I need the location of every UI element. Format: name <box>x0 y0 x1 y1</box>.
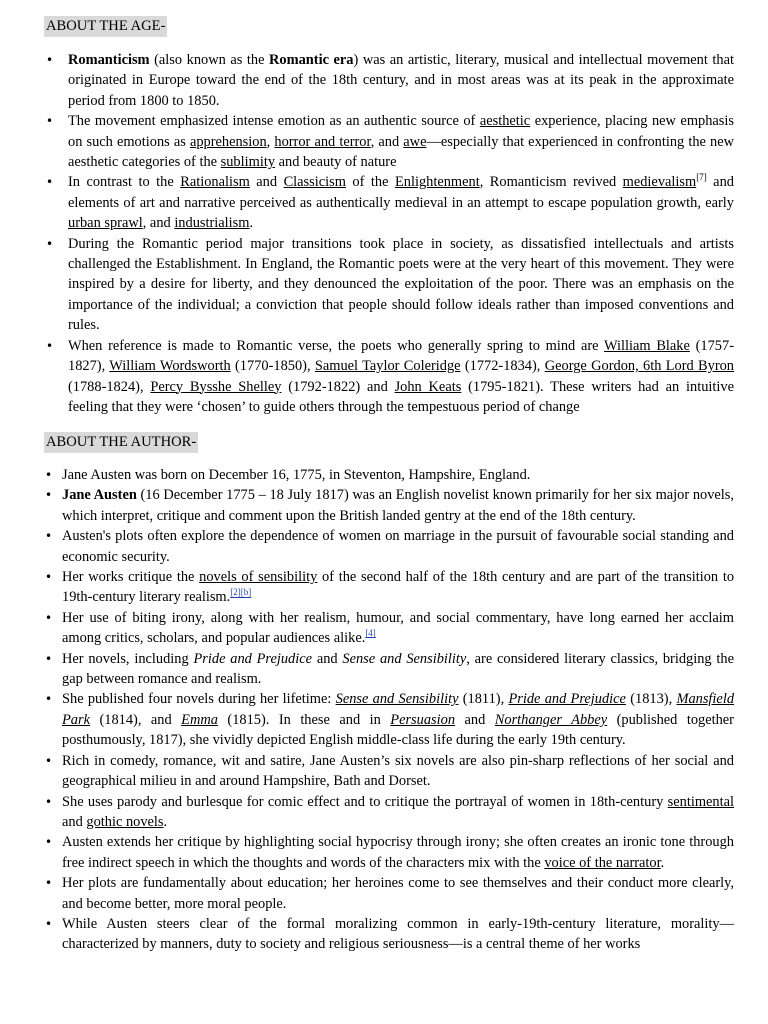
underlined-term: Samuel Taylor Coleridge <box>314 358 461 375</box>
text-run: Austen extends her critique by highlighting social hypocrisy through irony; she often creates an ironic tone through free indirect speech in which the thoughts and words of the characters mix with the <box>62 834 734 871</box>
text-run: and <box>455 711 495 728</box>
underlined-term: John Keats <box>394 378 462 395</box>
text-run: , Romanticism revived <box>479 174 623 191</box>
text-run: She uses parody and burlesque for comic effect and to critique the portrayal of women in 18th-century <box>62 793 668 810</box>
text-run: and beauty of nature <box>275 154 397 171</box>
text-run: In contrast to the <box>68 174 181 191</box>
text-run: . <box>249 215 254 232</box>
footnote-marker: [7] <box>696 172 707 183</box>
author-bullet-item <box>62 873 734 914</box>
underlined-term: awe <box>403 133 427 150</box>
section-heading-age: ABOUT THE AGE- <box>44 16 167 37</box>
text-run: (1770-1850), <box>230 358 315 375</box>
text-run: (1772-1834), <box>460 358 545 375</box>
underlined-term: aesthetic <box>479 113 531 130</box>
text-run: (1811), <box>458 691 509 708</box>
underlined-term: medievalism <box>622 174 697 191</box>
underlined-term: novels of sensibility <box>199 569 318 586</box>
underlined-term: Pride and Prejudice <box>508 691 626 708</box>
text-run: (1795-1821). These writers had an intuitive feeling that they were ‘chosen’ to guide others through the tempestuous period of change <box>68 378 735 415</box>
text-run: ) was an artistic, literary, musical and intellectual movement that originated in Europe toward the end of the 18th century, and in most areas was at its peak in the approximate period from 1800 to 1850. <box>68 52 734 109</box>
text-run: and elements of art and narrative perceived as authentically medieval in an attempt to escape population growth, early <box>68 174 734 211</box>
author-bullet-item <box>62 751 734 792</box>
text-run: During the Romantic period major transitions took place in society, as dissatisfied intellectuals and artists challenged the Establishment. In England, the Romantic poets were at the very heart of this movement. They were inspired by a desire for liberty, and they denounced the exploitation of the poor. There was an emphasis on the importance of the individual; a conviction that people should follow ideals rather than imposed conventions and rules. <box>68 235 734 334</box>
underlined-term: William Wordsworth <box>109 358 231 375</box>
text-run: Her novels, including <box>62 650 194 667</box>
age-bullet-item <box>68 50 734 111</box>
author-bullet-item <box>62 914 734 955</box>
text-run: (1788-1824), <box>68 378 151 395</box>
age-bullet-item <box>68 234 734 336</box>
text-run: When reference is made to Romantic verse, the poets who generally spring to mind are <box>68 337 605 354</box>
text-run: (also known as the <box>149 52 270 68</box>
text-run: , are considered literary classics, bridging the gap between romance and realism. <box>62 650 734 688</box>
text-run: (16 December 1775 – 18 July 1817) was an English novelist known primarily for her six major novels, which interpret, critique and comment upon the British landed gentry at the end of the 18th century. <box>62 487 735 524</box>
author-bullet-item <box>62 608 734 649</box>
author-bullet-item <box>62 465 734 485</box>
text-run: . <box>660 854 665 871</box>
section-heading-author: ABOUT THE AUTHOR- <box>44 432 198 453</box>
underlined-term: Northanger Abbey <box>494 711 608 728</box>
underlined-term: Percy Bysshe Shelley <box>150 378 282 395</box>
underlined-term: apprehension <box>189 133 267 150</box>
text-run: of the second half of the 18th century and are part of the transition to 19th-century literary realism. <box>62 569 735 606</box>
underlined-term: Enlightenment <box>394 174 480 191</box>
author-bullet-list <box>62 465 734 955</box>
underlined-term: Emma <box>181 711 218 728</box>
author-bullet-item <box>62 649 734 690</box>
underlined-term: Sense and Sensibility <box>335 691 459 708</box>
text-run: While Austen steers clear of the formal moralizing common in early-19th-century literature, morality—characterized by manners, duty to society and religious seriousness—is a central theme of her works <box>62 915 734 953</box>
text-run: , and <box>142 215 175 232</box>
underlined-term: gothic novels <box>86 813 164 830</box>
text-run: (1815). In these and in <box>217 711 391 728</box>
text-run: and <box>312 650 343 667</box>
text-run: Jane Austen <box>62 487 137 504</box>
text-run: (1792-1822) and <box>281 378 395 395</box>
underlined-term: Persuasion <box>390 711 456 728</box>
text-run: (1757-1827), <box>68 337 734 375</box>
text-run: Her works critique the <box>62 569 200 586</box>
text-run: (1813), <box>625 691 677 708</box>
text-run: (published together posthumously, 1817), she vividly depicted English middle-class life during the early 19th century. <box>62 711 734 749</box>
text-run: The movement emphasized intense emotion as an authentic source of <box>68 113 480 130</box>
underlined-term: horror and terror <box>274 133 371 150</box>
underlined-term: Classicism <box>283 174 346 191</box>
text-run: of the <box>345 174 395 191</box>
underlined-term: sublimity <box>220 154 276 171</box>
text-run: and <box>62 813 87 830</box>
age-bullet-list <box>68 50 734 417</box>
underlined-term: Rationalism <box>180 174 250 191</box>
author-bullet-item <box>62 485 734 526</box>
text-run: Romanticism <box>68 52 150 68</box>
text-run: Pride and Prejudice <box>193 650 313 667</box>
underlined-term: Mansfield Park <box>62 691 735 728</box>
text-run: (1814), and <box>89 711 182 728</box>
underlined-term: industrialism <box>174 215 250 232</box>
age-bullet-item <box>68 111 734 172</box>
age-bullet-item <box>68 172 734 233</box>
text-run: Austen's plots often explore the dependence of women on marriage in the pursuit of favourable social standing and economic security. <box>62 528 734 565</box>
citation-link[interactable]: [4] <box>365 628 376 639</box>
author-bullet-item <box>62 792 734 833</box>
text-run: Her use of biting irony, along with her realism, humour, and social commentary, have long earned her acclaim among critics, scholars, and popular audiences alike. <box>62 609 734 647</box>
underlined-term: George Gordon, 6th Lord Byron <box>544 358 735 375</box>
text-run: Jane Austen was born on December 16, 1775, in Steventon, Hampshire, England. <box>62 467 531 483</box>
text-run: experience, placing new emphasis on such emotions as <box>68 113 734 150</box>
author-bullet-item <box>62 832 734 873</box>
citation-link[interactable]: [2][b] <box>230 587 252 598</box>
text-run: —especially that experienced in confronting the new aesthetic categories of the <box>68 133 734 171</box>
underlined-term: William Blake <box>604 337 690 354</box>
text-run: and <box>249 174 284 191</box>
text-run: Rich in comedy, romance, wit and satire, Jane Austen’s six novels are also pin-sharp reflections of her social and geographical milieu in and around Hampshire, Bath and Dorset. <box>62 752 734 790</box>
text-run: . <box>163 813 168 830</box>
text-run: , and <box>370 133 404 150</box>
underlined-term: voice of the narrator <box>544 854 661 871</box>
age-bullet-item <box>68 336 734 418</box>
text-run: Her plots are fundamentally about education; her heroines come to see themselves and their conduct more clearly, and become better, more moral people. <box>62 875 734 912</box>
underlined-term: sentimental <box>667 793 734 810</box>
author-bullet-item <box>62 526 734 567</box>
author-bullet-item <box>62 689 734 750</box>
text-run: Sense and Sensibility <box>342 650 467 667</box>
author-bullet-item <box>62 567 734 608</box>
text-run: , <box>266 133 275 150</box>
text-run: Romantic era <box>269 52 354 68</box>
underlined-term: urban sprawl <box>68 215 143 232</box>
text-run: She published four novels during her lifetime: <box>62 691 336 708</box>
